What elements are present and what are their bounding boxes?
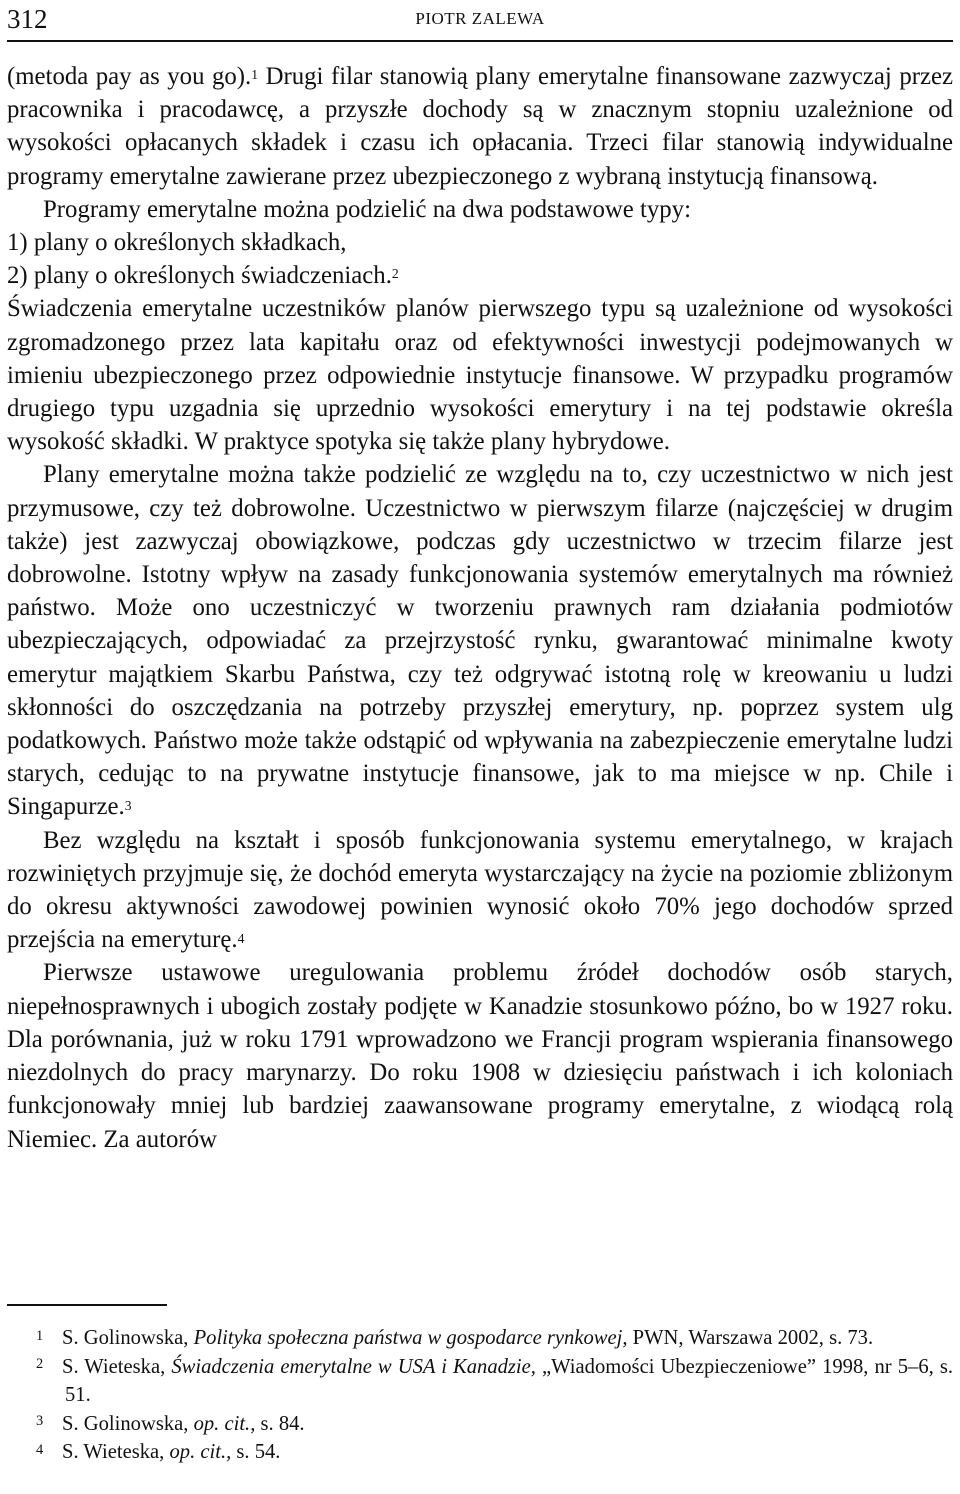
footnote-ref-4: 4 (237, 930, 245, 946)
paragraph-2: Programy emerytalne można podzielić na dwa podstawowe typy: (43, 195, 691, 223)
footnote-ref-1: 1 (251, 67, 259, 83)
footnote-ref-3: 3 (124, 797, 132, 813)
footnote-1: $^1$ S. Golinowska, Polityka społeczna państwa w gospodarce rynkowej, PWN, Warszawa 2002, s. 73. (36, 1327, 874, 1349)
page-number: 312 (7, 3, 48, 34)
paragraph-1: (metoda pay as you go).$^1$ Drugi filar stanowią plany emerytalne finansowane zazwyczaj przez pracownika i pracodawcę, a przyszłe dochody są w znacznym stopniu uzależnione od wysokości opłacanych składek i czasu ich opłacania. Trzeci filar stanowią indywidualne programy emerytalne zawierane przez ubezpieczonego z wybraną instytucją finansową. (7, 63, 953, 190)
list-item-2: 2) plany o określonych świadczeniach.$^2$ (7, 262, 399, 290)
paragraph-3: Świadczenia emerytalne uczestników planów pierwszego typu są uzależnione od wysokości zgromadzonego przez lata kapitału oraz od efektywności inwestycji podejmowanych w imieniu ubezpieczonego przez odpowiednie instytucje finansowe. W przypadku programów drugiego typu uzgadnia się uprzednio wysokości emerytury i na tej podstawie określa wysokość składki. W praktyce spotyka się także plany hybrydowe. (7, 295, 953, 456)
page-header (7, 2, 953, 36)
list-item-1: 1) plany o określonych składkach, (7, 229, 347, 257)
footnote-3: $^3$ S. Golinowska, op. cit., s. 84. (36, 1412, 305, 1435)
running-head: PIOTR ZALEWA (415, 9, 545, 28)
footnote-4: $^4$ S. Wieteska, op. cit., s. 54. (36, 1441, 281, 1464)
paragraph-6: Pierwsze ustawowe uregulowania problemu źródeł dochodów osób starych, niepełnosprawnych i ubogich zostały podjęte w Kanadzie stosunkowo późno, bo w 1927 roku. Dla porównania, już w roku 1791 wprowadzono we Francji program wspierania finansowego niezdolnych do pracy marynarzy. Do roku 1908 w dziesięciu państwach i ich koloniach funkcjonowały mniej lub bardziej zaawansowane programy emerytalne, z wiodącą rolą Niemiec. Za autorów (7, 959, 953, 1153)
header-rule (7, 40, 953, 42)
footnote-2: $^2$ S. Wieteska, Świadczenia emerytalne w USA i Kanadzie, „Wiadomości Ubezpieczeniowe” 1998, nr 5–6, s. 51. (36, 1355, 954, 1407)
footnote-rule (7, 1304, 167, 1306)
body-text (7, 60, 953, 1156)
footnotes (7, 1324, 953, 1467)
footnote-ref-2: 2 (391, 266, 399, 282)
paragraph-5: Bez względu na kształt i sposób funkcjonowania systemu emerytalnego, w krajach rozwiniętych przyjmuje się, że dochód emeryta wystarczający na życie na poziomie zbliżonym do okresu aktywności zawodowej powinien wynosić około 70% jego dochodów sprzed przejścia na emeryturę.$^4$ (7, 826, 953, 954)
paragraph-4: Plany emerytalne można także podzielić ze względu na to, czy uczestnictwo w nich jest przymusowe, czy też dobrowolne. Uczestnictwo w pierwszym filarze (najczęściej w drugim także) jest zazwyczaj obowiązkowe, podczas gdy uczestnictwo w trzecim filarze jest dobrowolne. Istotny wpływ na zasady funkcjonowania systemów emerytalnych ma również państwo. Może ono uczestniczyć w tworzeniu prawnych ram działania podmiotów ubezpieczających, odpowiadać za przejrzystość rynku, gwarantować minimalne kwoty emerytur majątkiem Skarbu Państwa, czy też odgrywać istotną rolę w kreowaniu u ludzi skłonności do oszczędzania na potrzeby przyszłej emerytury, np. poprzez system ulg podatkowych. Państwo może także odstąpić od wpływania na zabezpieczenie emerytalne ludzi starych, cedując to na prywatne instytucje finansowe, jak to ma miejsce w np. Chile i Singapurze.$^3$ (7, 461, 953, 821)
